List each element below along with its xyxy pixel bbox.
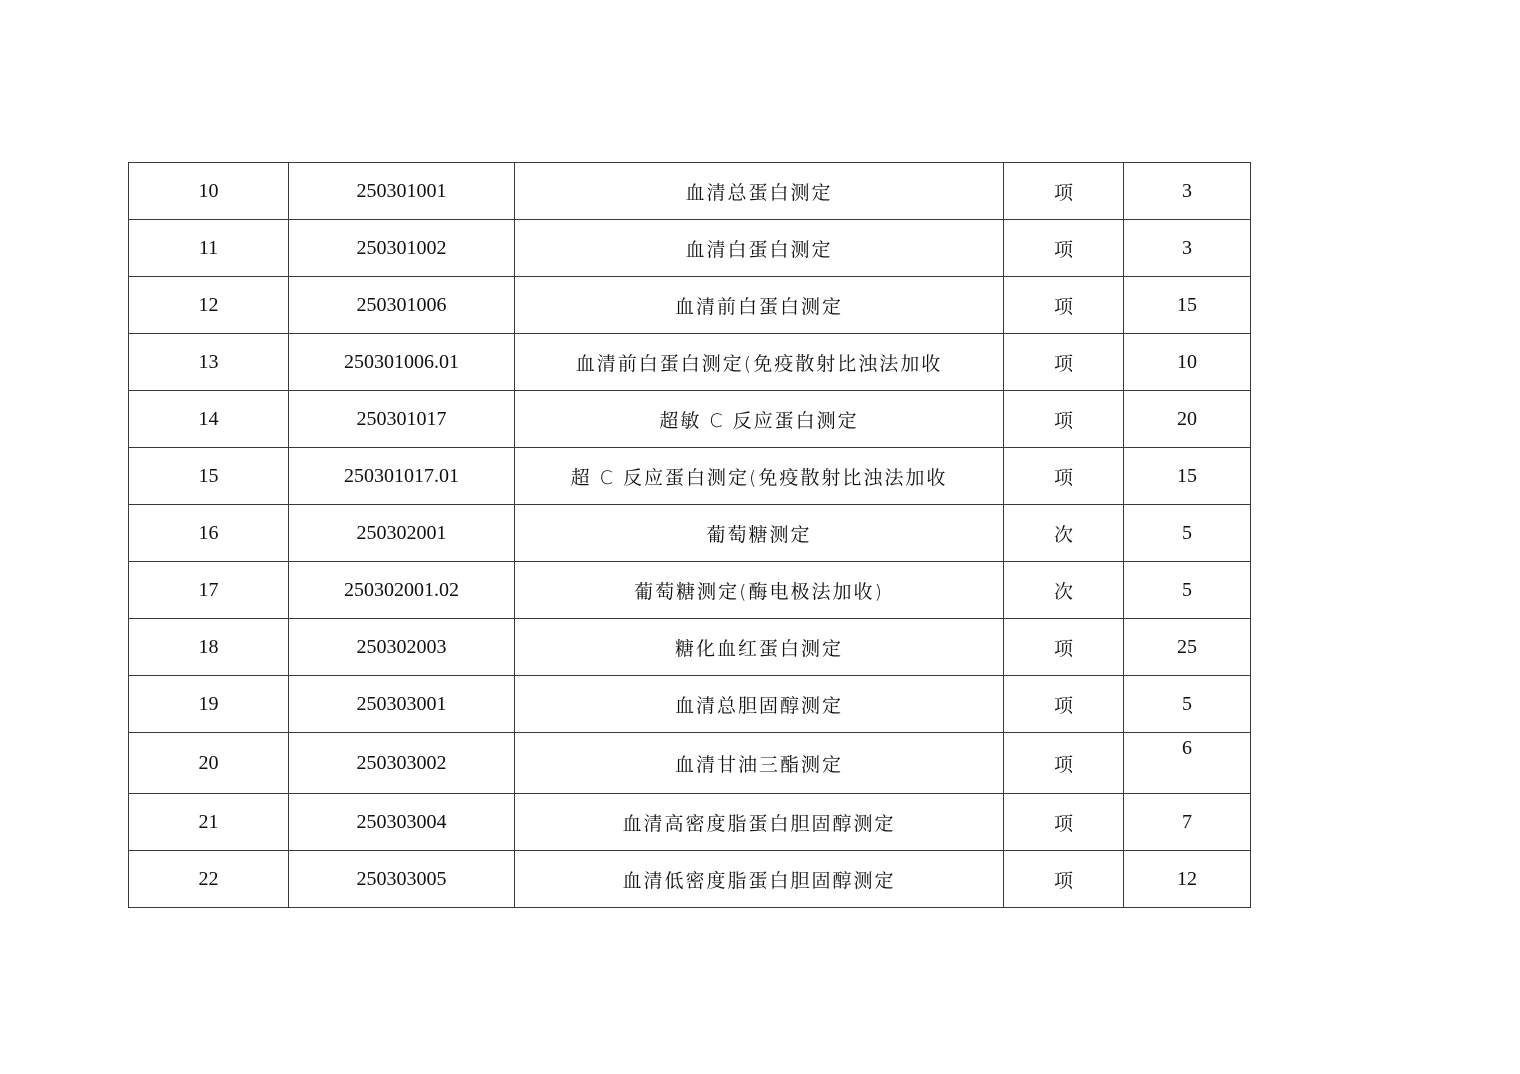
item-code: 250302001.02 <box>289 562 515 619</box>
item-unit: 项 <box>1004 334 1124 391</box>
item-price: 15 <box>1124 448 1251 505</box>
item-price: 12 <box>1124 851 1251 908</box>
item-name: 血清低密度脂蛋白胆固醇测定 <box>515 851 1004 908</box>
row-number: 19 <box>129 676 289 733</box>
item-code: 250303004 <box>289 794 515 851</box>
row-number: 21 <box>129 794 289 851</box>
row-number: 15 <box>129 448 289 505</box>
item-unit: 项 <box>1004 448 1124 505</box>
table-row <box>129 277 1251 334</box>
item-code: 250301017 <box>289 391 515 448</box>
item-code: 250302003 <box>289 619 515 676</box>
item-code: 250301006 <box>289 277 515 334</box>
item-unit: 项 <box>1004 220 1124 277</box>
item-unit: 项 <box>1004 794 1124 851</box>
row-number: 18 <box>129 619 289 676</box>
item-name: 血清白蛋白测定 <box>515 220 1004 277</box>
item-code: 250301017.01 <box>289 448 515 505</box>
table-row <box>129 794 1251 851</box>
row-number: 10 <box>129 163 289 220</box>
item-price: 25 <box>1124 619 1251 676</box>
item-name: 糖化血红蛋白测定 <box>515 619 1004 676</box>
table-row <box>129 619 1251 676</box>
item-code: 250303001 <box>289 676 515 733</box>
table-row <box>129 334 1251 391</box>
item-name: 超敏 C 反应蛋白测定 <box>515 391 1004 448</box>
row-number: 20 <box>129 733 289 794</box>
item-unit: 项 <box>1004 391 1124 448</box>
item-price: 5 <box>1124 562 1251 619</box>
row-number: 13 <box>129 334 289 391</box>
table-row <box>129 448 1251 505</box>
row-number: 16 <box>129 505 289 562</box>
item-code: 250301001 <box>289 163 515 220</box>
item-unit: 项 <box>1004 676 1124 733</box>
item-code: 250301006.01 <box>289 334 515 391</box>
item-name: 超 C 反应蛋白测定(免疫散射比浊法加收 <box>515 448 1004 505</box>
item-price: 3 <box>1124 163 1251 220</box>
row-number: 12 <box>129 277 289 334</box>
item-name: 血清前白蛋白测定(免疫散射比浊法加收 <box>515 334 1004 391</box>
item-code: 250303002 <box>289 733 515 794</box>
item-price: 6 <box>1124 733 1251 794</box>
item-price: 10 <box>1124 334 1251 391</box>
table-row <box>129 562 1251 619</box>
item-code: 250302001 <box>289 505 515 562</box>
item-unit: 项 <box>1004 163 1124 220</box>
table-row <box>129 851 1251 908</box>
item-code: 250303005 <box>289 851 515 908</box>
item-price: 7 <box>1124 794 1251 851</box>
item-price: 5 <box>1124 676 1251 733</box>
table-row <box>129 391 1251 448</box>
item-price: 3 <box>1124 220 1251 277</box>
row-number: 11 <box>129 220 289 277</box>
item-name: 血清总胆固醇测定 <box>515 676 1004 733</box>
item-price: 5 <box>1124 505 1251 562</box>
item-unit: 次 <box>1004 505 1124 562</box>
table-row <box>129 220 1251 277</box>
table-row <box>129 733 1251 794</box>
item-unit: 项 <box>1004 733 1124 794</box>
item-name: 血清高密度脂蛋白胆固醇测定 <box>515 794 1004 851</box>
item-code: 250301002 <box>289 220 515 277</box>
item-price: 20 <box>1124 391 1251 448</box>
item-name: 血清甘油三酯测定 <box>515 733 1004 794</box>
item-name: 葡萄糖测定 <box>515 505 1004 562</box>
row-number: 17 <box>129 562 289 619</box>
table-row <box>129 505 1251 562</box>
item-name: 血清总蛋白测定 <box>515 163 1004 220</box>
item-unit: 次 <box>1004 562 1124 619</box>
item-unit: 项 <box>1004 851 1124 908</box>
fee-table <box>128 162 1251 908</box>
item-price: 15 <box>1124 277 1251 334</box>
table-row <box>129 163 1251 220</box>
item-name: 血清前白蛋白测定 <box>515 277 1004 334</box>
row-number: 22 <box>129 851 289 908</box>
item-unit: 项 <box>1004 277 1124 334</box>
table-row <box>129 676 1251 733</box>
row-number: 14 <box>129 391 289 448</box>
item-name: 葡萄糖测定(酶电极法加收) <box>515 562 1004 619</box>
item-unit: 项 <box>1004 619 1124 676</box>
